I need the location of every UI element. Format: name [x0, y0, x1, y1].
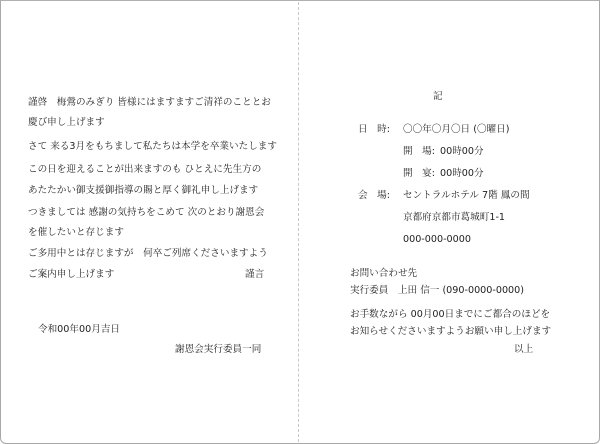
- fold-line: [298, 2, 299, 442]
- closing-word: 謹言: [245, 269, 265, 280]
- datetime-label: 日 時:: [358, 124, 391, 135]
- body-line: さて 来る3月をもちまして私たちは本学を卒業いたします: [28, 141, 277, 152]
- venue-address: 京都府京都市葛城町1-1: [403, 212, 506, 223]
- venue-name: セントラルホテル 7階 鳳の間: [403, 190, 530, 201]
- body-line: ご多用中とは存じますが 何卒ご列席くださいますよう: [28, 248, 268, 259]
- end-word: 以上: [514, 344, 534, 355]
- start-label: 開 宴:: [403, 168, 436, 179]
- body-line: つきましては 感謝の気持ちをこめて 次のとおり謝恩会: [28, 207, 265, 218]
- open-value: 00時00分: [440, 146, 484, 157]
- open-label: 開 場:: [403, 146, 436, 157]
- body-line: 謹啓 梅鶯のみぎり 皆様にはますますご清祥のこととお: [28, 97, 271, 108]
- details-heading: 記: [433, 91, 443, 102]
- venue-label: 会 場:: [358, 190, 391, 201]
- body-line: を催したいと存じます: [28, 227, 124, 238]
- rsvp-line: お手数ながら 00月00日までにご都合のほどを: [350, 309, 551, 320]
- rsvp-line: お知らせくださいますようお願い申し上げます: [350, 326, 552, 337]
- body-line: あたたかい御支援御指導の賜と厚く御礼申し上げます: [28, 185, 259, 196]
- contact-heading: お問い合わせ先: [350, 268, 418, 279]
- datetime-value: 〇〇年〇月〇日 (〇曜日): [403, 124, 510, 135]
- body-line: 慶び申し上げます: [28, 117, 105, 128]
- contact-person: 実行委員 上田 信一 (090-0000-0000): [350, 285, 524, 296]
- body-line: ご案内申し上げます: [28, 269, 115, 280]
- start-value: 00時00分: [440, 168, 484, 179]
- date-line: 令和00年00月吉日: [38, 324, 120, 335]
- sender-line: 謝恩会実行委員一同: [175, 344, 262, 355]
- body-line: この日を迎えることが出来ますのも ひとえに先生方の: [28, 164, 262, 175]
- venue-phone: 000-000-0000: [403, 234, 471, 245]
